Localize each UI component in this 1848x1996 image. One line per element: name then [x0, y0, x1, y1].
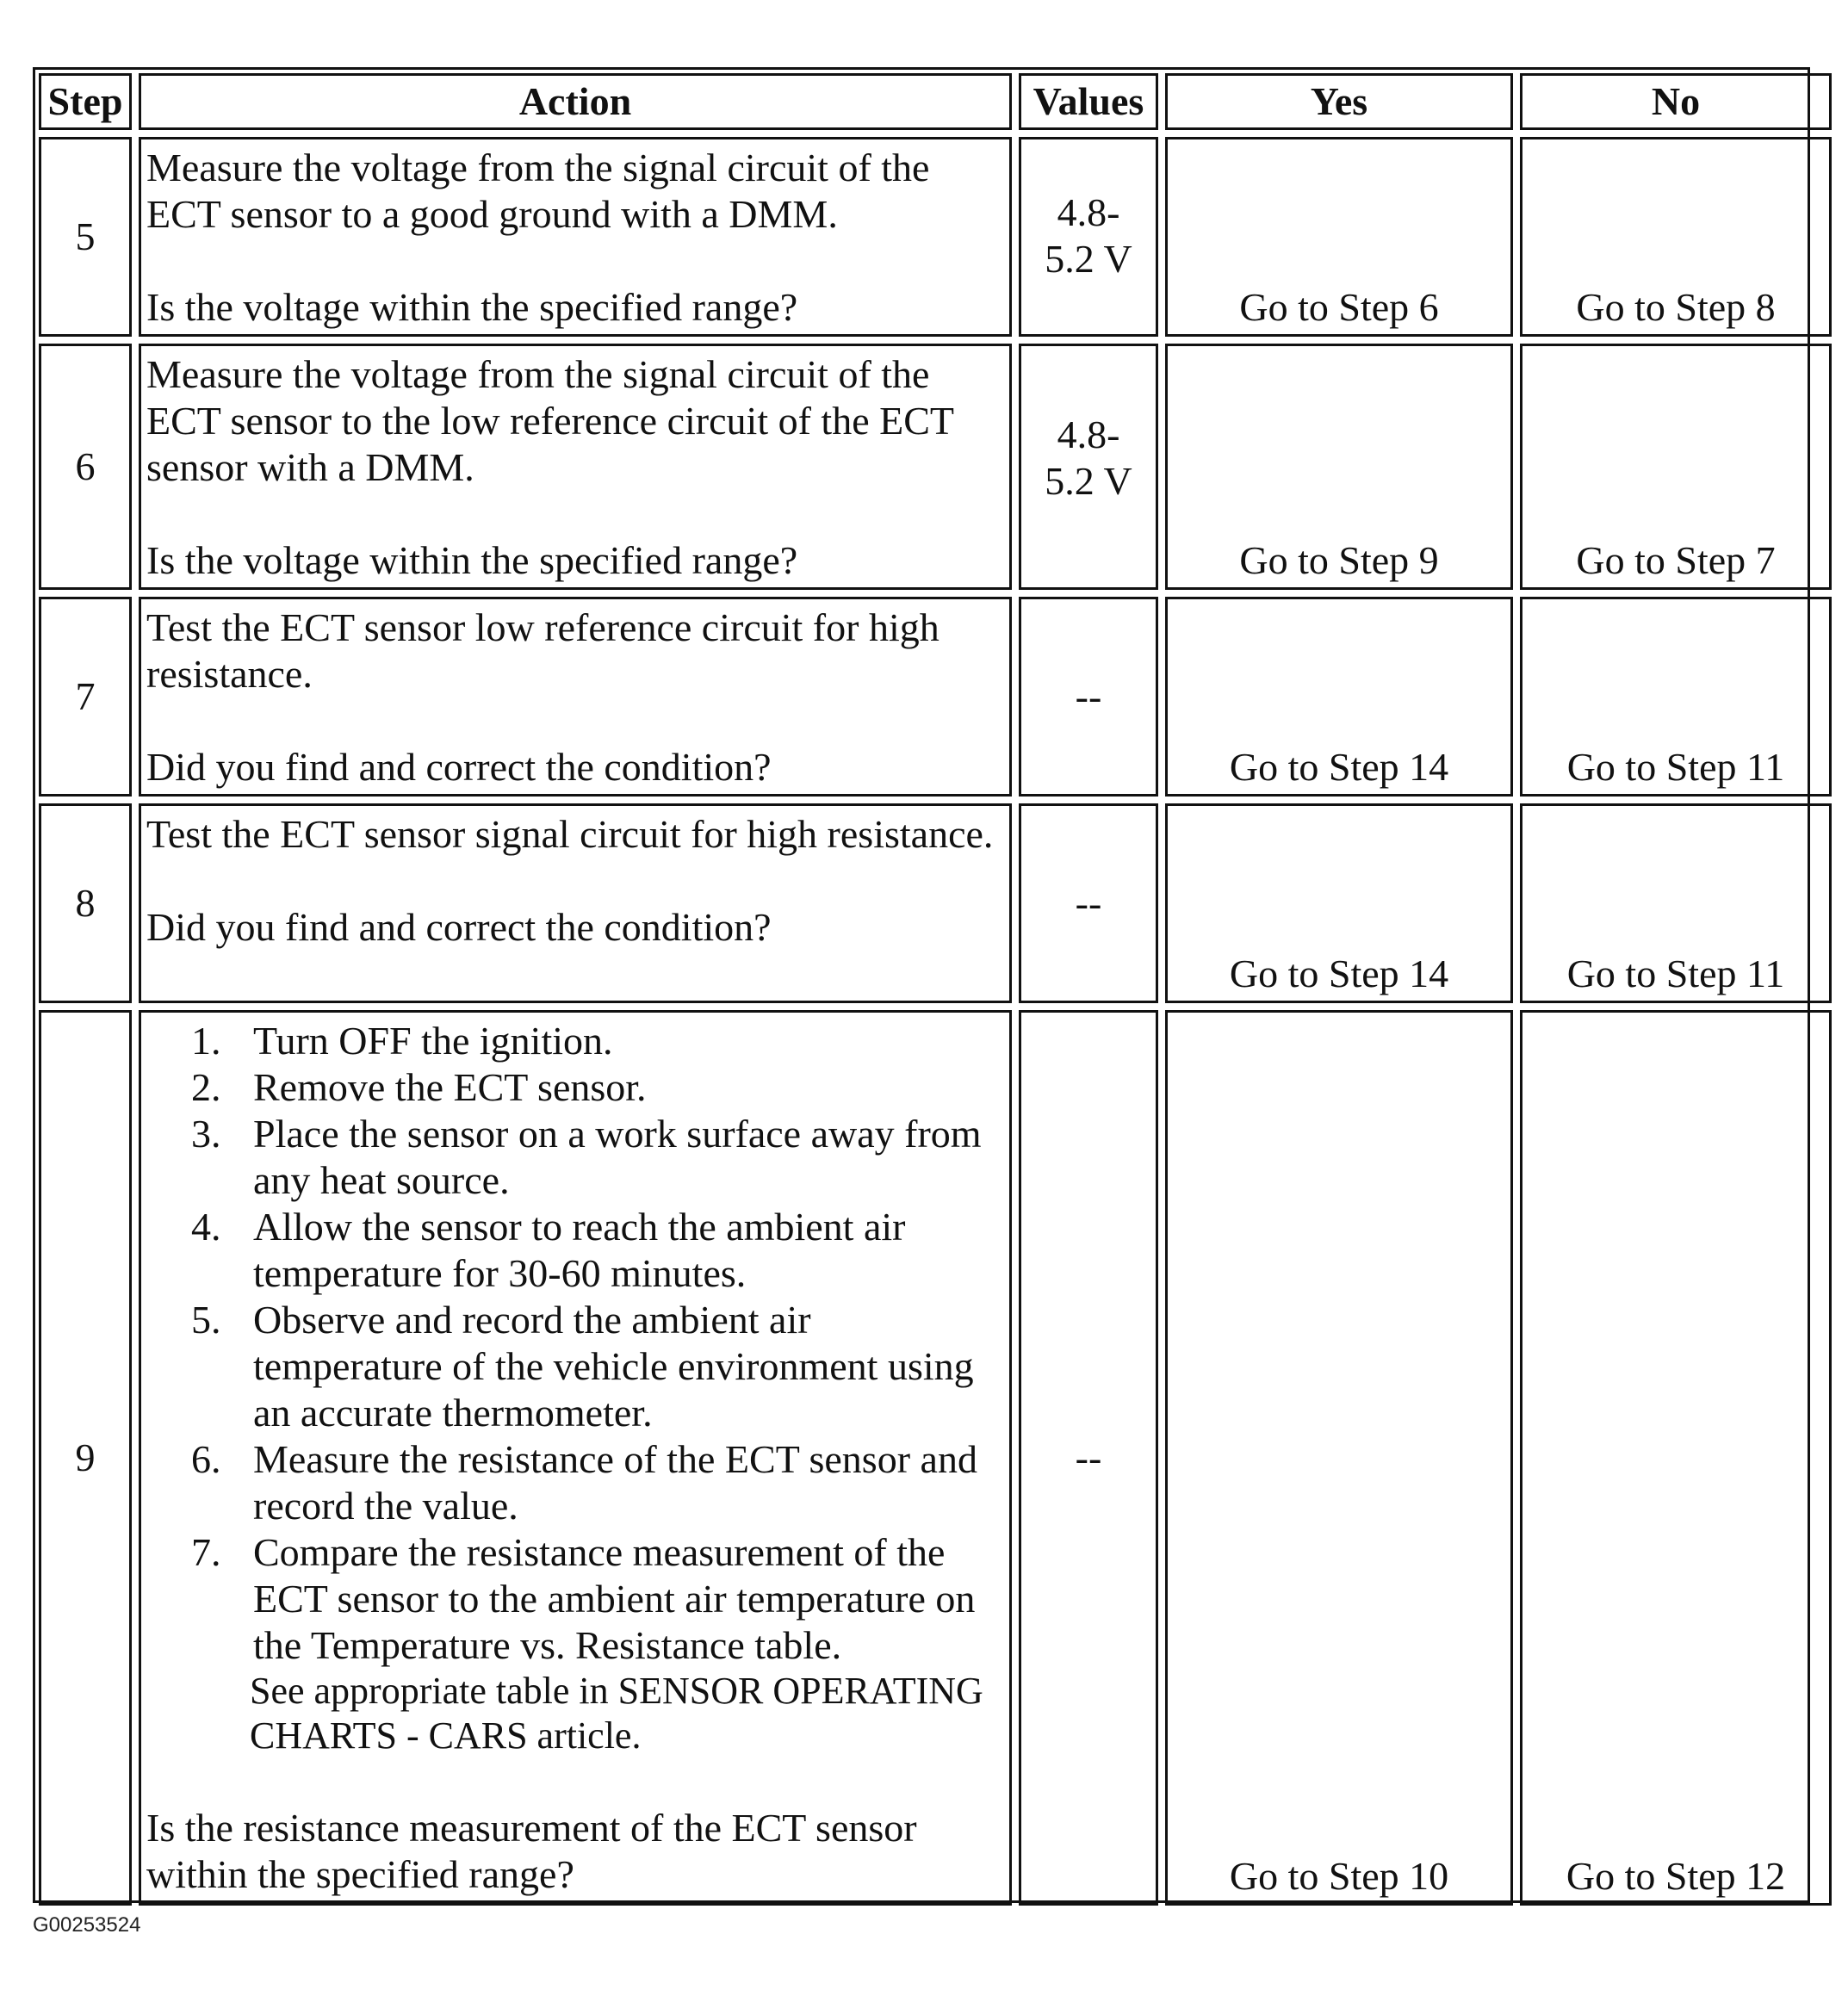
- list-item-text: Observe and record the ambient air temperature of the vehicle environment using an accurate thermometer.: [253, 1298, 974, 1435]
- table-row: [39, 597, 1832, 797]
- reference-note: See appropriate table in SENSOR OPERATING CHARTS - CARS article.: [250, 1670, 983, 1757]
- list-item-text: Compare the resistance measurement of the ECT sensor to the ambient air temperature on the Temperature vs. Resistance table.: [253, 1530, 976, 1667]
- no-cell: Go to Step 11: [1520, 597, 1832, 797]
- yes-cell: Go to Step 14: [1165, 803, 1513, 1003]
- step-number: 9: [39, 1010, 132, 1906]
- action-question: Did you find and correct the condition?: [146, 745, 772, 789]
- action-cell: [139, 1010, 1012, 1906]
- header-no: No: [1520, 73, 1832, 130]
- list-item-number: 7.: [191, 1530, 221, 1574]
- table-row: [39, 137, 1832, 337]
- action-cell: [139, 137, 1012, 337]
- action-cell: [139, 803, 1012, 1003]
- substep-list: [146, 1018, 1006, 1669]
- step-number: 6: [39, 344, 132, 590]
- list-item-text: Remove the ECT sensor.: [253, 1065, 647, 1109]
- action-text: Measure the voltage from the signal circuit of the ECT sensor to the low reference circuit of the ECT sensor with a DMM.: [146, 352, 954, 489]
- list-item: [146, 1297, 1006, 1436]
- no-cell: Go to Step 7: [1520, 344, 1832, 590]
- list-item-text: Place the sensor on a work surface away from any heat source.: [253, 1112, 982, 1202]
- header-row: [39, 73, 1832, 130]
- diagnostic-table: [32, 66, 1839, 1912]
- values-text: 4.8- 5.2 V: [1045, 190, 1132, 281]
- table-row: [39, 1010, 1832, 1906]
- action-cell: [139, 597, 1012, 797]
- action-cell: [139, 344, 1012, 590]
- list-item-number: 5.: [191, 1298, 221, 1342]
- action-question: Did you find and correct the condition?: [146, 905, 772, 949]
- list-item-number: 1.: [191, 1019, 221, 1063]
- action-question: Is the resistance measurement of the ECT sensor within the specified range?: [146, 1806, 917, 1896]
- list-item-number: 6.: [191, 1437, 221, 1481]
- values-cell: --: [1019, 597, 1158, 797]
- no-cell: Go to Step 8: [1520, 137, 1832, 337]
- list-item-text: Measure the resistance of the ECT sensor and record the value.: [253, 1437, 977, 1528]
- values-cell: --: [1019, 803, 1158, 1003]
- action-text: Test the ECT sensor signal circuit for high resistance.: [146, 812, 994, 856]
- list-item-number: 3.: [191, 1112, 221, 1156]
- step-number: 8: [39, 803, 132, 1003]
- values-cell: [1019, 137, 1158, 337]
- table-row: [39, 344, 1832, 590]
- list-item-text: Allow the sensor to reach the ambient air temperature for 30-60 minutes.: [253, 1205, 906, 1295]
- list-item: [146, 1436, 1006, 1529]
- yes-cell: Go to Step 9: [1165, 344, 1513, 590]
- list-item-number: 2.: [191, 1065, 221, 1109]
- list-item: [146, 1064, 1006, 1111]
- list-item: [146, 1529, 1006, 1669]
- step-number: 7: [39, 597, 132, 797]
- list-item-text: Turn OFF the ignition.: [253, 1019, 613, 1063]
- values-cell: [1019, 344, 1158, 590]
- list-item-number: 4.: [191, 1205, 221, 1249]
- yes-cell: Go to Step 10: [1165, 1010, 1513, 1906]
- table-row: [39, 803, 1832, 1003]
- header-yes: Yes: [1165, 73, 1513, 130]
- action-text: Measure the voltage from the signal circuit of the ECT sensor to a good ground with a DMM.: [146, 146, 930, 236]
- list-item: [146, 1111, 1006, 1204]
- values-text: 4.8- 5.2 V: [1045, 412, 1132, 503]
- yes-cell: Go to Step 14: [1165, 597, 1513, 797]
- header-action: Action: [139, 73, 1012, 130]
- no-cell: Go to Step 11: [1520, 803, 1832, 1003]
- action-question: Is the voltage within the specified range?: [146, 538, 798, 582]
- figure-id: G00253524: [33, 1913, 141, 1937]
- yes-cell: Go to Step 6: [1165, 137, 1513, 337]
- action-text: Test the ECT sensor low reference circuit for high resistance.: [146, 605, 940, 696]
- values-cell: --: [1019, 1010, 1158, 1906]
- list-item: [146, 1204, 1006, 1297]
- action-question: Is the voltage within the specified range?: [146, 285, 798, 329]
- no-cell: Go to Step 12: [1520, 1010, 1832, 1906]
- header-values: Values: [1019, 73, 1158, 130]
- step-number: 5: [39, 137, 132, 337]
- header-step: Step: [39, 73, 132, 130]
- list-item: [146, 1018, 1006, 1064]
